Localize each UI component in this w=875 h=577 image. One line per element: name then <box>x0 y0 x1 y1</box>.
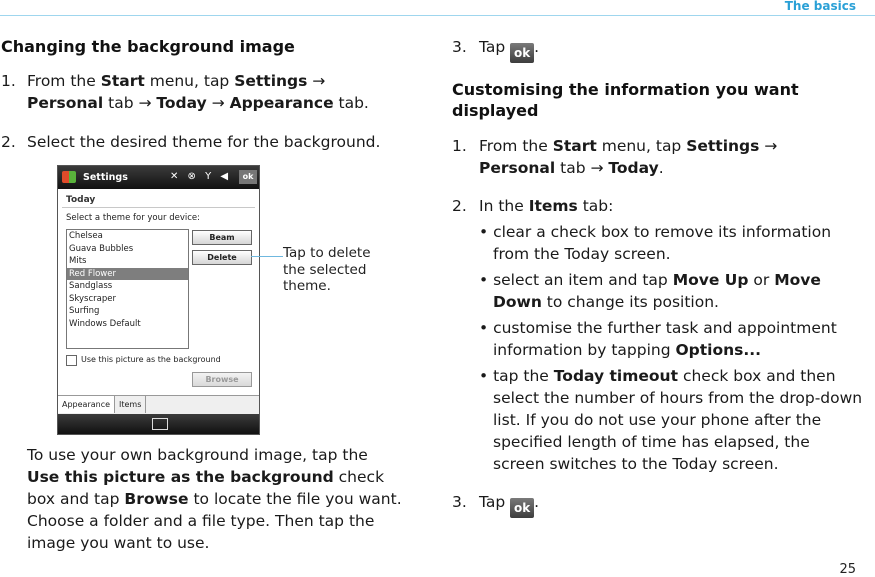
beam-button[interactable]: Beam <box>192 230 252 245</box>
use-picture-checkbox[interactable] <box>66 355 77 366</box>
step-3-tap-ok-2: Tap ok . <box>479 491 539 518</box>
background-paragraph: To use your own background image, tap the Use this picture as the background check box and tap Browse to locate the file you want. Choose a folder and a file type. Then tap the image you want to use. <box>27 446 402 552</box>
bullet-item: • tap the Today timeout check box and then select the number of hours from the drop-down list. If you do not use your phone after the specified length of time has elapsed, the screen switches to the Today screen. <box>479 367 863 473</box>
phone-bottom-bar <box>58 414 259 434</box>
page-number: 25 <box>839 562 856 577</box>
status-icons: ✕ ⊗ Y ◀ <box>170 171 232 182</box>
bullet-item: • select an item and tap Move Up or Move Down to change its position. <box>479 271 821 311</box>
browse-button[interactable]: Browse <box>192 372 252 387</box>
theme-item[interactable]: Sandglass <box>69 281 113 291</box>
bullet-item: • customise the further task and appointment information by tapping Options... <box>479 319 837 359</box>
step-number: 3. <box>452 38 467 56</box>
header-rule <box>0 15 875 16</box>
phone-ok-button[interactable]: ok <box>239 170 257 184</box>
theme-list[interactable] <box>66 229 189 349</box>
bullet-item: • clear a check box to remove its information from the Today screen. <box>479 223 832 263</box>
keyboard-icon[interactable] <box>152 418 168 430</box>
theme-item[interactable]: Mits <box>69 256 87 266</box>
theme-item[interactable]: Chelsea <box>69 231 103 241</box>
step-3-tap-ok: Tap ok . <box>479 36 539 63</box>
tab-appearance[interactable]: Appearance <box>58 396 115 413</box>
phone-page-title: Today <box>66 195 96 205</box>
step-2-text: Select the desired theme for the background. <box>27 133 381 151</box>
theme-item[interactable]: Windows Default <box>69 318 141 329</box>
section-title: The basics <box>784 0 856 13</box>
ok-icon: ok <box>510 43 534 63</box>
callout-delete: Tap to delete the selected theme. <box>283 245 371 294</box>
phone-title-bar <box>58 166 259 189</box>
callout-leader-line <box>251 256 283 257</box>
windows-start-icon <box>62 171 76 183</box>
step-1-text-right: From the Start menu, tap Settings → Personal tab → Today. <box>479 137 778 177</box>
step-1-text: From the Start menu, tap Settings → Personal tab → Today → Appearance tab. <box>27 72 369 112</box>
step-number: 3. <box>452 493 467 511</box>
theme-item[interactable]: Skyscraper <box>69 293 116 304</box>
heading-background: Changing the background image <box>1 37 295 56</box>
step-number: 2. <box>1 133 16 151</box>
theme-prompt: Select a theme for your device: <box>66 213 200 223</box>
phone-tab-bar <box>58 395 259 414</box>
theme-item[interactable]: Guava Bubbles <box>69 243 134 254</box>
delete-button[interactable]: Delete <box>192 250 252 265</box>
step-number: 1. <box>1 72 16 90</box>
divider <box>62 207 255 208</box>
use-picture-label: Use this picture as the background <box>81 355 221 364</box>
step-number: 2. <box>452 197 467 215</box>
phone-title: Settings <box>83 172 128 183</box>
theme-item[interactable]: Surfing <box>69 306 100 316</box>
ok-icon: ok <box>510 498 534 518</box>
step-number: 1. <box>452 137 467 155</box>
tab-items[interactable]: Items <box>115 396 146 413</box>
theme-item-selected[interactable]: Red Flower <box>67 268 188 281</box>
heading-customising: Customising the information you want displayed <box>452 80 799 120</box>
phone-screenshot <box>57 165 260 435</box>
step-2-text-right: In the Items tab: <box>479 197 614 215</box>
